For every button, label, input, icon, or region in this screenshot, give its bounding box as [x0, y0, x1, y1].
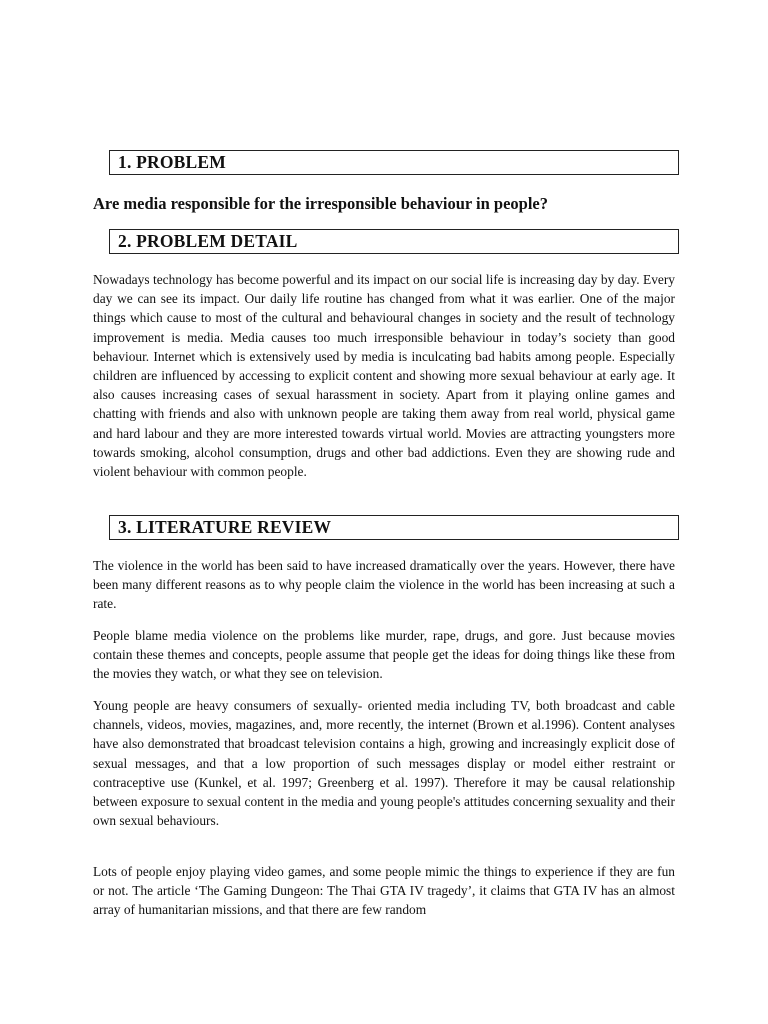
literature-paragraph: The violence in the world has been said to have increased dramatically over the years. However, there have been many different reasons as to why people claim the violence in the world has been increasing at such a rate. [93, 558, 675, 612]
section-heading-literature-review: 3. LITERATURE REVIEW [109, 515, 679, 540]
section-heading-problem: 1. PROBLEM [109, 150, 679, 175]
problem-detail-paragraph: Nowadays technology has become powerful and its impact on our social life is increasing day by day. Every day we can see its impact. Our daily life routine has changed from what it was earlier. One of the major things which cause to most of the cultural and behavioural changes in society and the result of technology improvement is media. Media causes too much irresponsible behaviour in today’s society than good behaviour. Internet which is extensively used by media is inculcating bad habits among people. Especially children are influenced by accessing to explicit content and showing more sexual behaviour at early age. It also causes increasing cases of sexual harassment in society. Apart from it playing online games and chatting with friends and also with unknown people are taking them away from real world, physical game and hard labour and they are more interested towards virtual world. Movies are attracting youngsters more towards smoking, alcohol consumption, drugs and other bad addictions. Even they are showing rude and violent behaviour with common people. [93, 272, 675, 480]
literature-paragraph: Young people are heavy consumers of sexually- oriented media including TV, both broadcast and cable channels, videos, movies, magazines, and, more recently, the internet (Brown et al.1996). Content analyses have also demonstrated that broadcast television contains a high, growing and increasingly explicit dose of sexual messages, and that a low proportion of such messages display or model either restraint or contraceptive use (Kunkel, et al. 1997; Greenberg et al. 1997). Therefore it may be causal relationship between exposure to sexual content in the media and young people's attitudes concerning sexuality and their own sexual behaviours. [93, 698, 675, 829]
research-question: Are media responsible for the irresponsible behaviour in people? [93, 194, 548, 213]
section-heading-problem-detail: 2. PROBLEM DETAIL [109, 229, 679, 254]
literature-paragraph: People blame media violence on the problems like murder, rape, drugs, and gore. Just because movies contain these themes and concepts, people assume that people get the ideas for doing things like these from the movies they watch, or what they see on television. [93, 628, 675, 682]
literature-paragraph: Lots of people enjoy playing video games, and some people mimic the things to experience if they are fun or not. The article ‘The Gaming Dungeon: The Thai GTA IV tragedy’, it claims that GTA IV has an almost array of humanitarian missions, and that there are few random [93, 864, 675, 918]
